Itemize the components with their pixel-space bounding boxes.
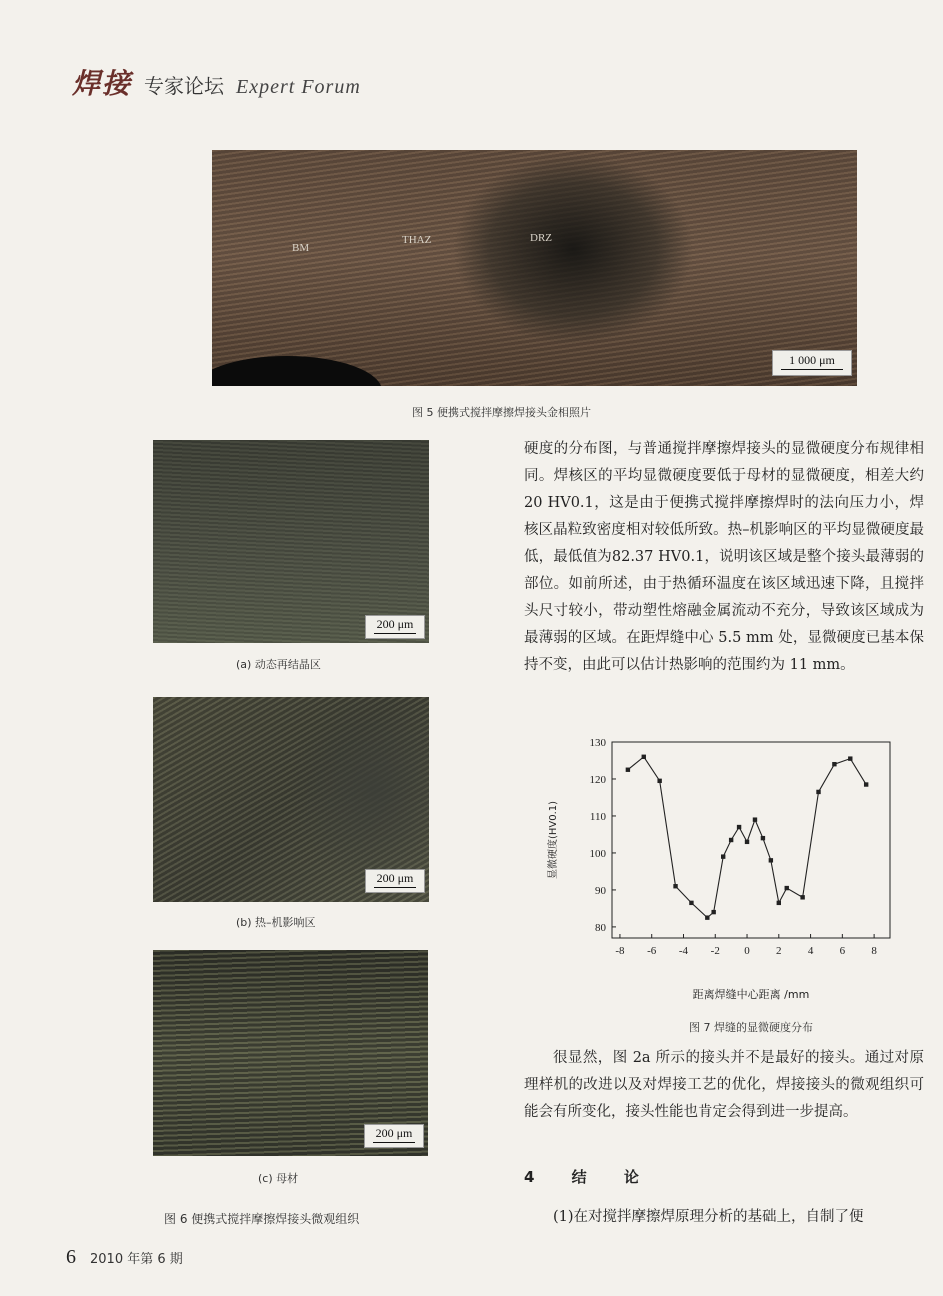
x-tick-label: -8 — [615, 945, 625, 957]
scale-bar — [365, 869, 425, 893]
scale-bar-text: 1 000 μm — [789, 353, 835, 367]
figure-6-caption: 图 6 便携式搅拌摩擦焊接头微观组织 — [164, 1212, 360, 1226]
scale-bar-text: 200 μm — [375, 1126, 413, 1140]
page-number: 6 — [66, 1246, 76, 1268]
figure-6c-caption: (c) 母材 — [258, 1172, 299, 1185]
paragraph-discussion — [524, 1045, 924, 1126]
scale-bar — [772, 350, 852, 376]
scale-bar — [364, 1124, 424, 1148]
scale-bar — [365, 615, 425, 639]
journal-logo: 焊接 — [72, 67, 133, 100]
data-point — [745, 840, 749, 844]
paragraph-hardness — [524, 436, 924, 679]
data-point — [785, 886, 789, 890]
data-point — [729, 838, 733, 842]
data-point — [642, 755, 646, 759]
data-point — [657, 779, 661, 783]
data-point — [848, 756, 852, 760]
label-bm: BM — [292, 242, 310, 254]
y-tick-label: 90 — [595, 884, 606, 897]
data-point — [816, 790, 820, 794]
y-tick-label: 110 — [589, 810, 606, 823]
x-tick-label: -4 — [678, 945, 689, 957]
hardness-series-line — [628, 757, 866, 918]
figure-6b-photo — [153, 697, 429, 902]
data-point — [689, 901, 693, 905]
section-heading-conclusion — [524, 1166, 641, 1187]
hardness-chart — [520, 728, 930, 1038]
data-point — [832, 762, 836, 766]
x-tick-label: 8 — [871, 945, 877, 957]
scale-bar-text: 200 μm — [376, 617, 414, 631]
y-tick-label: 130 — [589, 737, 606, 749]
data-point — [721, 854, 725, 858]
data-point — [673, 884, 677, 888]
x-tick-label: 0 — [744, 945, 750, 957]
data-point — [711, 910, 715, 914]
data-point — [769, 858, 773, 862]
figure-7-chart — [520, 728, 930, 1038]
data-point — [777, 901, 781, 905]
y-tick-label: 80 — [595, 921, 606, 934]
data-point — [737, 825, 741, 829]
heading-char-2: 论 — [623, 1168, 641, 1186]
specimen-edge — [212, 356, 382, 386]
data-point — [626, 768, 630, 772]
x-tick-label: 2 — [776, 945, 782, 957]
label-drz: DRZ — [530, 232, 552, 244]
data-point — [800, 895, 804, 899]
scale-bar-text: 200 μm — [376, 871, 414, 885]
paragraph-text: 很显然，图 2a 所示的接头并不是最好的接头。通过对原理样机的改进以及对焊接工艺的优化，焊接接头的微观组织可能会有所变化，接头性能也肯定会得到进一步提高。 — [524, 1050, 924, 1120]
section-subtitle: Expert Forum — [236, 76, 361, 98]
paragraph-text: (1)在对搅拌摩擦焊原理分析的基础上，自制了便 — [553, 1209, 864, 1225]
y-tick-label: 100 — [589, 847, 606, 860]
x-tick-label: -2 — [710, 945, 720, 957]
figure-6a-photo — [153, 440, 429, 643]
y-tick-label: 120 — [589, 773, 606, 786]
x-tick-label: -6 — [647, 945, 657, 957]
heading-char-1: 结 — [571, 1168, 589, 1186]
issue-label: 2010 年第 6 期 — [90, 1252, 183, 1267]
data-point — [705, 915, 709, 919]
figure-6b-caption: (b) 热–机影响区 — [236, 916, 316, 929]
section-title: 专家论坛 — [144, 74, 225, 98]
page-footer — [66, 1246, 183, 1269]
x-tick-label: 6 — [839, 945, 846, 957]
x-tick-label: 4 — [807, 945, 814, 957]
data-point — [864, 782, 868, 786]
x-axis-label: 距离焊缝中心距离 /mm — [692, 988, 810, 1001]
figure-7-caption: 图 7 焊缝的显微硬度分布 — [689, 1021, 813, 1034]
page-header — [72, 62, 361, 102]
y-axis-label: 显微硬度(HV0.1) — [548, 800, 559, 880]
paragraph-conclusion — [524, 1204, 924, 1231]
figure-6a-caption: (a) 动态再结晶区 — [236, 658, 321, 671]
figure-5-photo — [212, 150, 857, 386]
figure-6c-photo — [153, 950, 428, 1156]
label-thaz: THAZ — [402, 234, 432, 246]
paragraph-text: 硬度的分布图，与普通搅拌摩擦焊接头的显微硬度分布规律相同。焊核区的平均显微硬度要低于母材的显微硬度，相差大约 20 HV0.1，这是由于便携式搅拌摩擦焊时的法向压力小，焊核区晶粒致密度相对较低所致。热–机影响区的平均显微硬度最低，最低值为82.37 HV0.1，说明该区域是整个接头最薄弱的部位。如前所述，由于热循环温度在该区域迅速下降，且搅拌头尺寸较小，带动塑性熔融金属流动不充分，导致该区域成为最薄弱的区域。在距焊缝中心 5.5 mm 处，显微硬度已基本保持不变，由此可以估计热影响的范围约为 11 mm。 — [524, 441, 924, 673]
data-point — [761, 836, 765, 840]
heading-number: 4 — [524, 1168, 537, 1186]
data-point — [753, 817, 757, 821]
figure-5-caption: 图 5 便携式搅拌摩擦焊接头金相照片 — [412, 406, 591, 419]
